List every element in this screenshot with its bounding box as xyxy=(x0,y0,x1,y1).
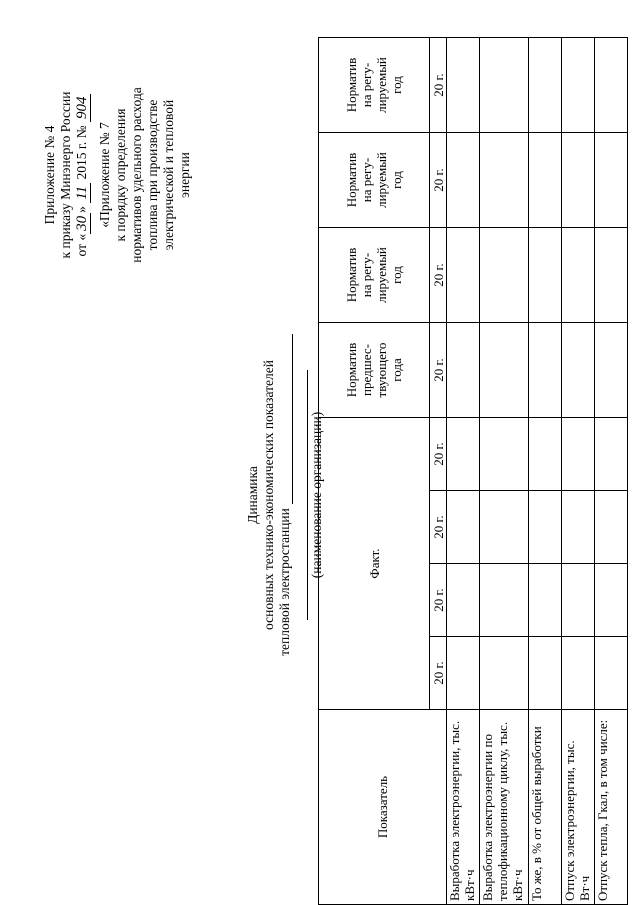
document-heading xyxy=(245,285,325,705)
data-cell[interactable] xyxy=(595,323,628,418)
data-cell[interactable] xyxy=(529,323,562,418)
indicators-table xyxy=(318,37,628,905)
year-cell: 20 г. xyxy=(430,418,447,491)
header-fact: Факт. xyxy=(319,418,430,710)
table-row xyxy=(529,38,562,905)
data-cell[interactable] xyxy=(529,38,562,133)
year-cell: 20 г. xyxy=(430,38,447,133)
handwritten-month: 11 xyxy=(74,183,91,203)
row-label: Выработка электроэнергии, тыс. кВт·ч xyxy=(447,710,480,905)
data-cell[interactable] xyxy=(529,228,562,323)
year-cell: 20 г. xyxy=(430,323,447,418)
data-cell[interactable] xyxy=(529,133,562,228)
data-cell[interactable] xyxy=(447,418,480,491)
data-cell[interactable] xyxy=(529,418,562,491)
header-indicator: Показатель xyxy=(319,710,447,905)
data-cell[interactable] xyxy=(595,228,628,323)
handwritten-day: 30 xyxy=(74,213,91,234)
data-cell[interactable] xyxy=(447,637,480,710)
appendix-date: от «30» 11 2015 г. № 904 xyxy=(74,70,91,280)
table-row xyxy=(562,38,595,905)
data-cell[interactable] xyxy=(562,491,595,564)
table-row xyxy=(447,38,480,905)
data-cell[interactable] xyxy=(595,38,628,133)
data-cell[interactable] xyxy=(447,133,480,228)
doc-title: Динамика xyxy=(245,466,260,524)
data-cell[interactable] xyxy=(529,564,562,637)
data-cell[interactable] xyxy=(595,418,628,491)
data-cell[interactable] xyxy=(447,564,480,637)
header-norm-prev: Норматив предшес- твующего года xyxy=(319,323,430,418)
row-label: Отпуск электроэнергии, тыс. Вт·ч xyxy=(562,710,595,905)
appendix-line: к порядку определения xyxy=(113,108,128,242)
data-cell[interactable] xyxy=(480,564,529,637)
data-cell[interactable] xyxy=(447,491,480,564)
appendix-line: «Приложение № 7 xyxy=(97,122,112,228)
appendix-line: энергии xyxy=(177,152,192,198)
year-cell: 20 г. xyxy=(430,564,447,637)
data-cell[interactable] xyxy=(480,418,529,491)
table-row xyxy=(480,38,529,905)
data-cell[interactable] xyxy=(447,323,480,418)
data-cell[interactable] xyxy=(562,418,595,491)
data-cell[interactable] xyxy=(562,133,595,228)
org-caption: (наименование организации) xyxy=(307,370,325,620)
data-cell[interactable] xyxy=(595,491,628,564)
data-cell[interactable] xyxy=(595,564,628,637)
appendix-line: топлива при производстве xyxy=(145,99,160,251)
data-cell[interactable] xyxy=(529,637,562,710)
doc-station: тепловой электростанции xyxy=(277,508,292,656)
year-cell: 20 г. xyxy=(430,491,447,564)
header-norm-reg-3: Норматив на регу- лируемый год xyxy=(319,38,430,133)
header-norm-reg-1: Норматив на регу- лируемый год xyxy=(319,228,430,323)
year-cell: 20 г. xyxy=(430,637,447,710)
data-cell[interactable] xyxy=(480,38,529,133)
data-cell[interactable] xyxy=(447,38,480,133)
data-cell[interactable] xyxy=(480,228,529,323)
data-cell[interactable] xyxy=(595,637,628,710)
row-label: Выработка электроэнергии по теплофикационному циклу, тыс. кВт·ч xyxy=(480,710,529,905)
data-cell[interactable] xyxy=(480,133,529,228)
data-cell[interactable] xyxy=(595,133,628,228)
header-norm-reg-2: Норматив на регу- лируемый год xyxy=(319,133,430,228)
row-label: Отпуск тепла, Гкал, в том числе: xyxy=(595,710,628,905)
doc-subtitle: основных технико-экономических показателей xyxy=(261,360,276,630)
year-cell: 20 г. xyxy=(430,133,447,228)
appendix-line: электрической и тепловой xyxy=(161,99,176,251)
table-row xyxy=(595,38,628,905)
data-cell[interactable] xyxy=(447,228,480,323)
data-cell[interactable] xyxy=(480,491,529,564)
data-cell[interactable] xyxy=(562,323,595,418)
year-cell: 20 г. xyxy=(430,228,447,323)
handwritten-number: 904 xyxy=(74,94,91,123)
data-cell[interactable] xyxy=(480,637,529,710)
data-cell[interactable] xyxy=(529,491,562,564)
data-cell[interactable] xyxy=(562,564,595,637)
data-cell[interactable] xyxy=(480,323,529,418)
data-cell[interactable] xyxy=(562,38,595,133)
data-cell[interactable] xyxy=(562,637,595,710)
data-cell[interactable] xyxy=(562,228,595,323)
appendix-line: Приложение № 4 xyxy=(42,125,57,225)
row-label: То же, в % от общей выработки xyxy=(529,710,562,905)
appendix-line: нормативов удельного расхода xyxy=(129,87,144,263)
appendix-line: к приказу Минэнерго России xyxy=(58,91,73,259)
appendix-block xyxy=(42,70,193,280)
station-name-blank xyxy=(278,334,293,504)
